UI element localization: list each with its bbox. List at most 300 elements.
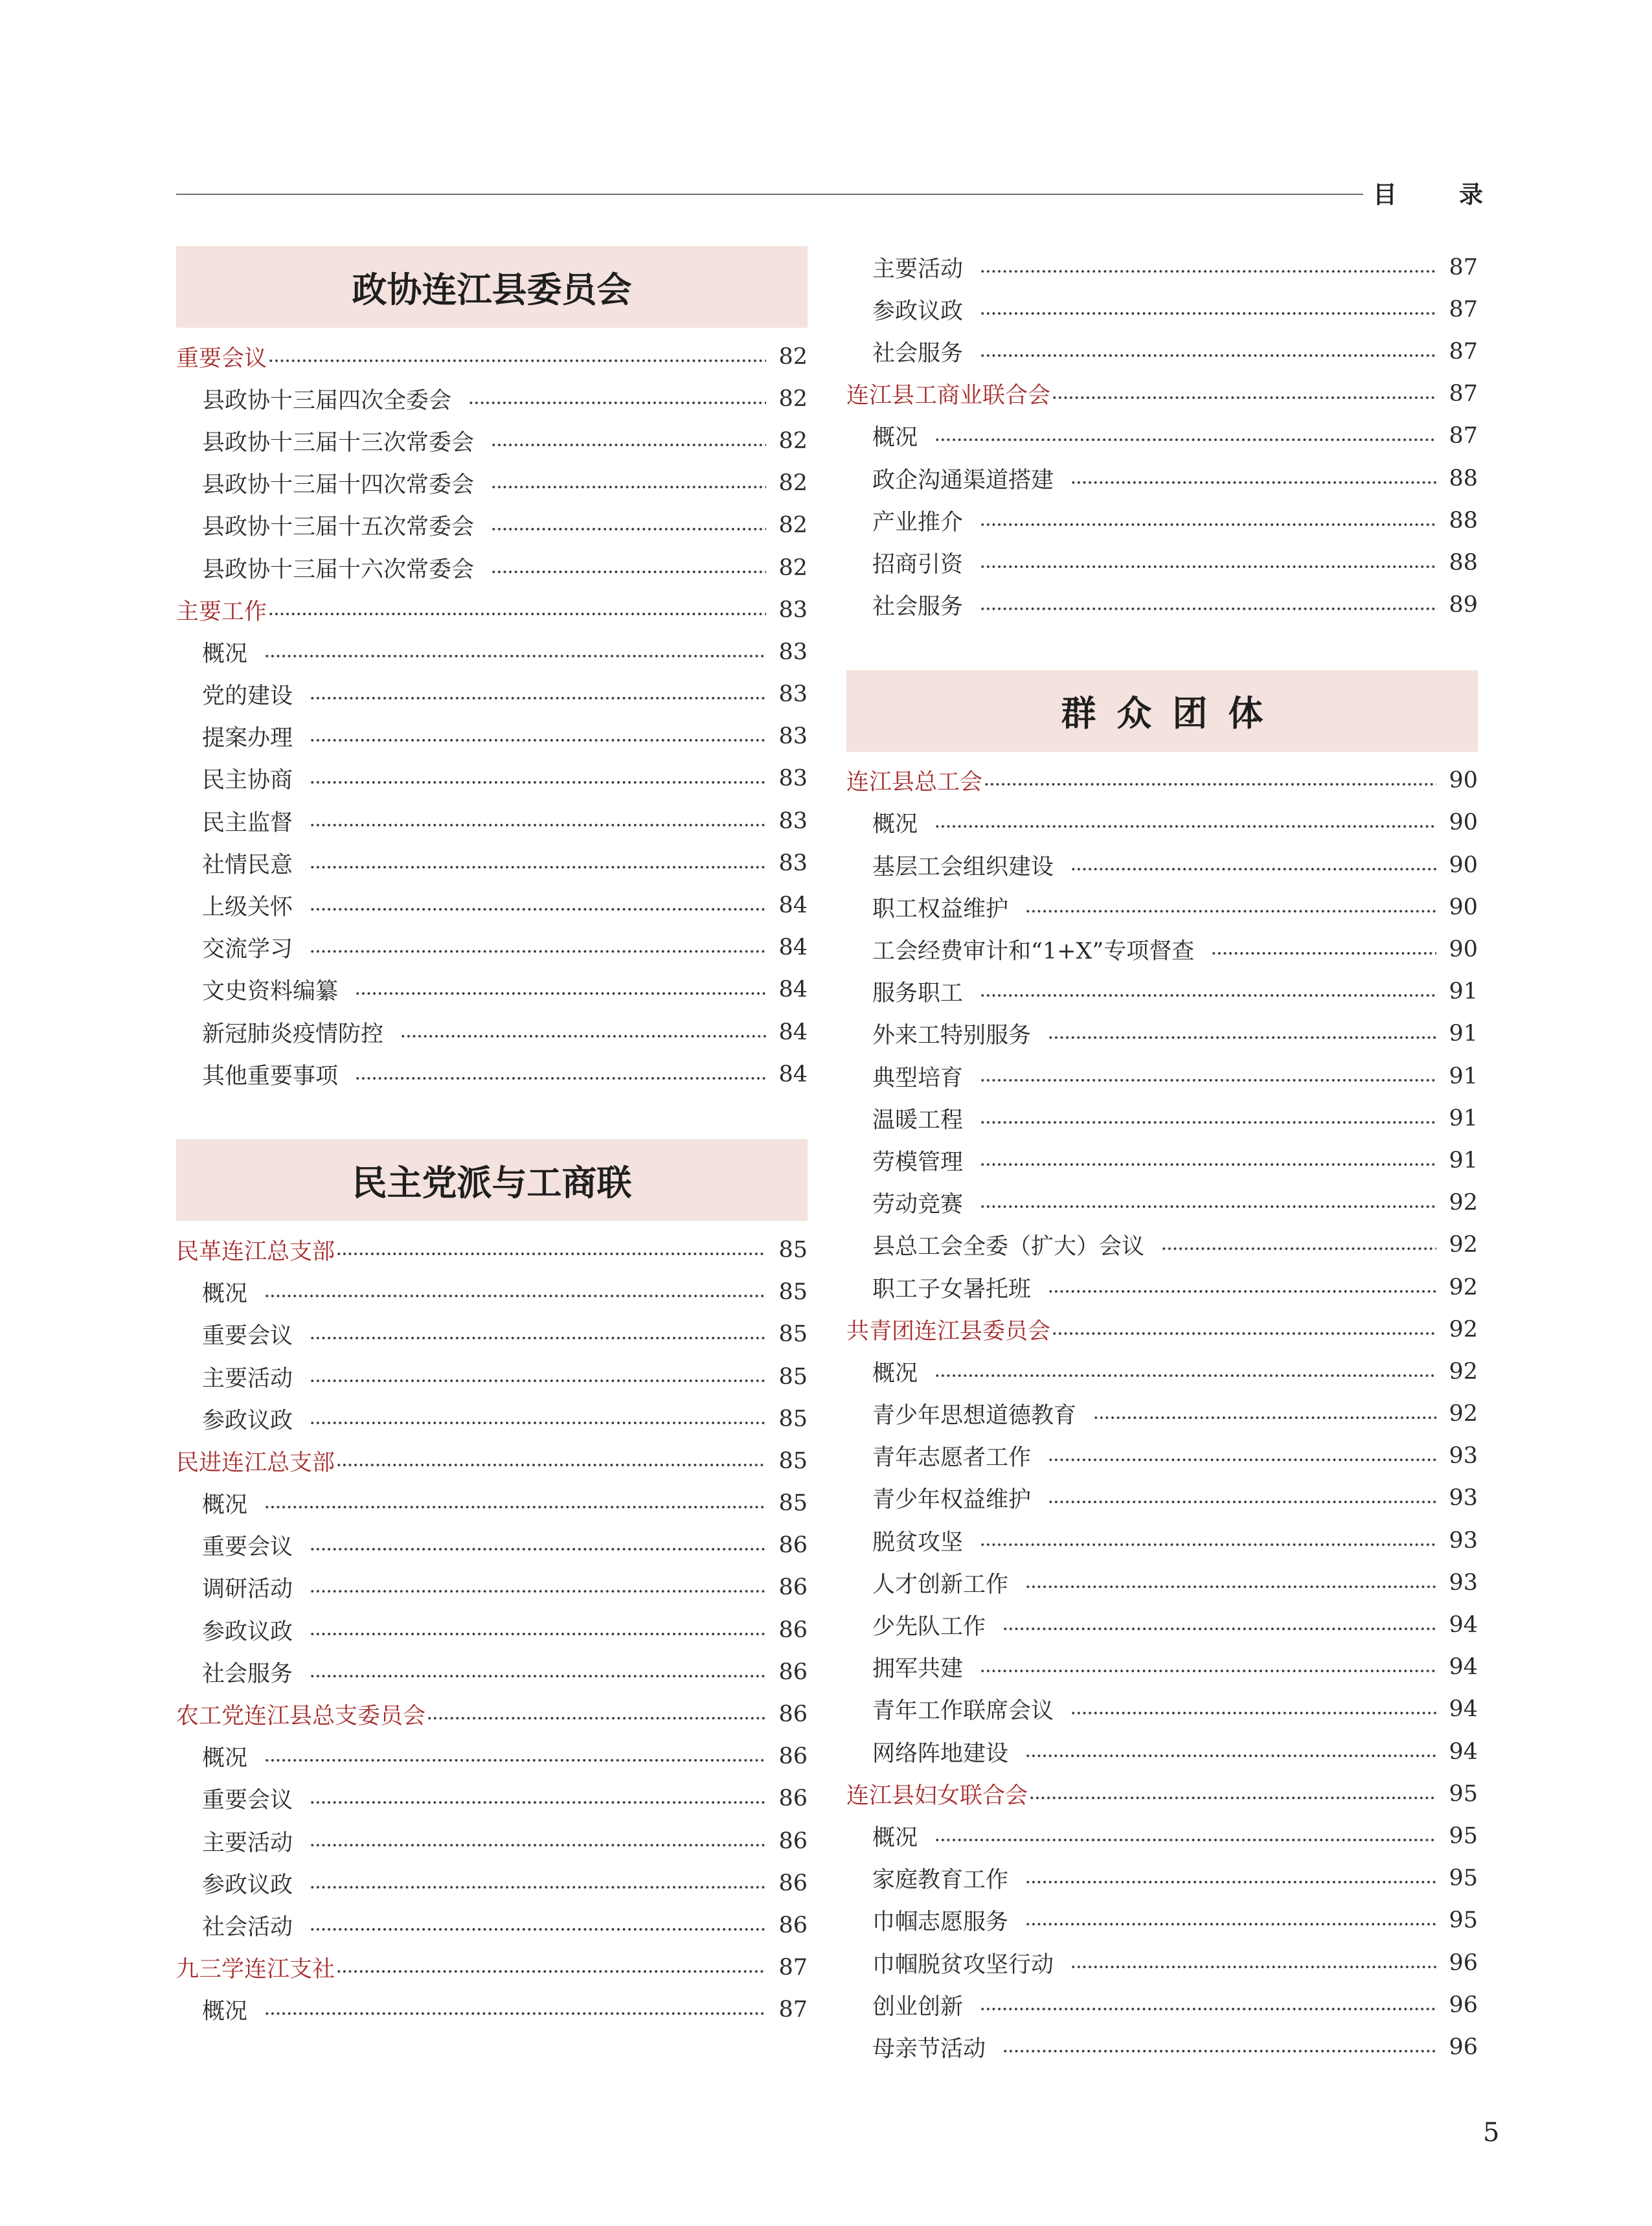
toc-page-number: 94 xyxy=(1449,1654,1478,1681)
dot-leader xyxy=(1025,1755,1436,1757)
toc-item-row[interactable] xyxy=(176,1567,808,1609)
toc-item-label: 社会服务 xyxy=(872,340,964,367)
toc-item-row[interactable] xyxy=(846,457,1478,499)
toc-section xyxy=(176,246,808,1095)
dot-leader xyxy=(427,1717,766,1720)
toc-item-row[interactable] xyxy=(846,415,1478,457)
dot-leader xyxy=(934,438,1436,441)
toc-item-row[interactable] xyxy=(846,802,1478,844)
toc-page-number: 82 xyxy=(778,343,808,370)
toc-category-row[interactable] xyxy=(846,760,1478,802)
dot-leader xyxy=(1070,1712,1436,1714)
toc-page-number: 85 xyxy=(778,1279,808,1306)
toc-page-number: 87 xyxy=(1449,296,1478,323)
toc-item-row[interactable] xyxy=(176,1053,808,1095)
toc-page-number: 84 xyxy=(778,1019,808,1045)
toc-item-row[interactable] xyxy=(176,1904,808,1946)
toc-category-label: 农工党连江县总支委员会 xyxy=(176,1703,426,1730)
dot-leader xyxy=(491,571,766,573)
dot-leader xyxy=(984,783,1436,786)
toc-page-number: 82 xyxy=(778,512,808,539)
toc-category-label: 民进连江总支部 xyxy=(176,1449,335,1476)
toc-item-row[interactable] xyxy=(846,886,1478,928)
toc-item-row[interactable] xyxy=(846,1688,1478,1731)
toc-item-row[interactable] xyxy=(846,1604,1478,1646)
toc-item-label: 工会经费审计和“1+X”专项督查 xyxy=(872,938,1195,965)
toc-item-label: 青年志愿者工作 xyxy=(872,1445,1032,1471)
toc-item-label: 巾帼志愿服务 xyxy=(872,1909,1009,1936)
toc-category-label: 民革连江总支部 xyxy=(176,1238,335,1265)
toc-page-number: 87 xyxy=(778,1997,808,2023)
dot-leader xyxy=(980,312,1436,315)
toc-item-label: 调研活动 xyxy=(202,1576,293,1603)
toc-item-row[interactable] xyxy=(176,927,808,969)
toc-category-row[interactable] xyxy=(846,373,1478,415)
toc-category-label: 主要工作 xyxy=(176,598,267,625)
toc-item-label: 参政议政 xyxy=(202,1872,293,1898)
toc-category-row[interactable] xyxy=(176,1229,808,1271)
toc-item-label: 概况 xyxy=(202,1745,248,1772)
toc-item-row[interactable] xyxy=(176,1989,808,2031)
toc-item-label: 县政协十三届十六次常委会 xyxy=(202,556,475,583)
dot-leader xyxy=(980,608,1436,610)
toc-item-label: 概况 xyxy=(872,1360,918,1387)
section-spacer xyxy=(176,1095,808,1139)
toc-item-row[interactable] xyxy=(176,1482,808,1525)
toc-item-label: 社会活动 xyxy=(202,1914,293,1940)
toc-item-row[interactable] xyxy=(176,800,808,842)
toc-item-label: 概况 xyxy=(202,1999,248,2025)
toc-category-row[interactable] xyxy=(846,1773,1478,1815)
header-rule xyxy=(176,194,1363,195)
toc-item-label: 县政协十三届四次全委会 xyxy=(202,387,452,414)
toc-item-row[interactable] xyxy=(846,1435,1478,1477)
toc-category-label: 连江县妇女联合会 xyxy=(846,1782,1028,1809)
toc-page-number: 92 xyxy=(1449,1358,1478,1385)
section-title: 政协连江县委员会 xyxy=(176,246,808,328)
dot-leader xyxy=(310,866,766,869)
dot-leader xyxy=(1052,1332,1436,1335)
toc-item-row[interactable] xyxy=(176,1778,808,1820)
toc-item-row[interactable] xyxy=(846,1477,1478,1519)
dot-leader xyxy=(264,1759,766,1762)
dot-leader xyxy=(980,565,1436,568)
toc-page-number: 86 xyxy=(778,1617,808,1643)
dot-leader xyxy=(310,739,766,742)
toc-page-number: 93 xyxy=(1449,1527,1478,1554)
toc-category-row[interactable] xyxy=(176,589,808,631)
dot-leader xyxy=(1025,910,1436,913)
toc-page-number: 93 xyxy=(1449,1443,1478,1470)
dot-leader xyxy=(1025,1585,1436,1588)
section-title: 群众团体 xyxy=(846,670,1478,752)
toc-section xyxy=(176,1095,808,2031)
toc-page-number: 95 xyxy=(1449,1823,1478,1849)
toc-section xyxy=(846,246,1478,626)
toc-item-row[interactable] xyxy=(176,420,808,462)
toc-page-number: 86 xyxy=(778,1912,808,1938)
toc-item-row[interactable] xyxy=(846,330,1478,372)
toc-item-row[interactable] xyxy=(176,674,808,716)
dot-leader xyxy=(934,1374,1436,1377)
dot-leader xyxy=(1002,1628,1436,1630)
toc-item-row[interactable] xyxy=(176,1609,808,1651)
toc-page-number: 83 xyxy=(778,766,808,792)
toc-item-label: 少先队工作 xyxy=(872,1614,986,1641)
toc-item-label: 主要活动 xyxy=(872,256,964,282)
toc-item-row[interactable] xyxy=(846,1097,1478,1139)
toc-section xyxy=(846,626,1478,2069)
dot-leader xyxy=(1161,1247,1436,1250)
toc-item-row[interactable] xyxy=(176,969,808,1011)
toc-page-number: 92 xyxy=(1449,1232,1478,1258)
toc-item-label: 民主协商 xyxy=(202,767,293,794)
toc-page-number: 84 xyxy=(778,892,808,919)
toc-page-number: 93 xyxy=(1449,1485,1478,1512)
dot-leader xyxy=(1048,1501,1436,1503)
toc-item-label: 文史资料编纂 xyxy=(202,979,339,1005)
toc-item-label: 家庭教育工作 xyxy=(872,1867,1009,1894)
toc-item-row[interactable] xyxy=(176,1736,808,1778)
dot-leader xyxy=(310,1548,766,1550)
toc-item-label: 职工子女暑托班 xyxy=(872,1276,1032,1302)
toc-item-row[interactable] xyxy=(846,1646,1478,1688)
toc-item-label: 重要会议 xyxy=(202,1534,293,1561)
toc-page-number: 88 xyxy=(1449,507,1478,534)
section-spacer xyxy=(846,626,1478,670)
toc-item-row[interactable] xyxy=(176,842,808,884)
dot-leader xyxy=(310,1844,766,1846)
toc-page-number: 85 xyxy=(778,1405,808,1432)
dot-leader xyxy=(310,1801,766,1804)
toc-item-label: 网络阵地建设 xyxy=(872,1740,1009,1767)
toc-item-label: 县政协十三届十四次常委会 xyxy=(202,472,475,499)
toc-page-number: 92 xyxy=(1449,1274,1478,1300)
toc-category-row[interactable] xyxy=(176,1947,808,1989)
toc-page-number: 90 xyxy=(1449,937,1478,963)
dot-leader xyxy=(491,486,766,488)
dot-leader xyxy=(468,402,766,404)
toc-item-row[interactable] xyxy=(846,1519,1478,1562)
toc-category-label: 连江县总工会 xyxy=(846,769,983,796)
toc-item-label: 新冠肺炎疫情防控 xyxy=(202,1021,384,1047)
toc-item-row[interactable] xyxy=(846,971,1478,1013)
toc-page-number: 83 xyxy=(778,639,808,665)
toc-item-label: 外来工特别服务 xyxy=(872,1023,1032,1049)
toc-item-row[interactable] xyxy=(846,1350,1478,1392)
dot-leader xyxy=(934,1839,1436,1841)
dot-leader xyxy=(268,613,766,615)
toc-item-label: 巾帼脱贫攻坚行动 xyxy=(872,1951,1054,1978)
toc-page-number: 94 xyxy=(1449,1612,1478,1639)
dot-leader xyxy=(980,354,1436,357)
toc-item-row[interactable] xyxy=(176,505,808,547)
dot-leader xyxy=(400,1035,766,1038)
dot-leader xyxy=(310,697,766,699)
toc-item-label: 参政议政 xyxy=(202,1618,293,1645)
toc-item-label: 县总工会全委（扩大）会议 xyxy=(872,1234,1145,1260)
toc-page-number: 84 xyxy=(778,935,808,961)
toc-item-row[interactable] xyxy=(846,1393,1478,1435)
toc-item-label: 概况 xyxy=(202,1492,248,1519)
toc-page-number: 89 xyxy=(1449,592,1478,619)
toc-item-label: 其他重要事项 xyxy=(202,1063,339,1089)
toc-item-label: 职工权益维护 xyxy=(872,896,1009,922)
toc-page-number: 92 xyxy=(1449,1316,1478,1343)
toc-item-row[interactable] xyxy=(846,1224,1478,1266)
toc-category-label: 共青团连江县委员会 xyxy=(846,1318,1051,1345)
toc-item-label: 基层工会组织建设 xyxy=(872,854,1054,880)
toc-left-column xyxy=(176,246,808,2031)
toc-item-label: 典型培育 xyxy=(872,1065,964,1091)
dot-leader xyxy=(336,1253,766,1255)
toc-page-number: 90 xyxy=(1449,852,1478,878)
dot-leader xyxy=(980,1543,1436,1546)
toc-item-label: 母亲节活动 xyxy=(872,2036,986,2062)
dot-leader xyxy=(980,1163,1436,1166)
dot-leader xyxy=(1002,2050,1436,2052)
toc-page-number: 87 xyxy=(1449,423,1478,449)
dot-leader xyxy=(934,825,1436,828)
toc-page-number: 82 xyxy=(778,427,808,454)
toc-page-number: 87 xyxy=(778,1955,808,1981)
dot-leader xyxy=(1070,481,1436,484)
toc-page-number: 90 xyxy=(1449,810,1478,836)
toc-page-number: 85 xyxy=(778,1236,808,1263)
toc-page-number: 94 xyxy=(1449,1738,1478,1765)
toc-item-label: 县政协十三届十三次常委会 xyxy=(202,429,475,456)
toc-item-row[interactable] xyxy=(846,1182,1478,1224)
toc-item-label: 社会服务 xyxy=(202,1661,293,1687)
dot-leader xyxy=(980,270,1436,273)
toc-page-number: 87 xyxy=(1449,254,1478,280)
toc-category-row[interactable] xyxy=(176,1693,808,1735)
dot-leader xyxy=(1025,1881,1436,1883)
toc-item-row[interactable] xyxy=(176,1862,808,1904)
toc-page-number: 86 xyxy=(778,1743,808,1770)
toc-item-label: 服务职工 xyxy=(872,981,964,1007)
toc-page-number: 85 xyxy=(778,1321,808,1348)
toc-category-row[interactable] xyxy=(176,335,808,378)
toc-item-label: 创业创新 xyxy=(872,1993,964,2020)
toc-page-number: 85 xyxy=(778,1363,808,1390)
toc-page-number: 93 xyxy=(1449,1569,1478,1596)
toc-item-row[interactable] xyxy=(176,462,808,505)
toc-item-label: 概况 xyxy=(872,812,918,838)
page-number: 5 xyxy=(1483,2118,1500,2148)
toc-item-label: 产业推介 xyxy=(872,509,964,536)
toc-page-number: 95 xyxy=(1449,1780,1478,1807)
toc-item-row[interactable] xyxy=(176,1356,808,1398)
dot-leader xyxy=(1070,868,1436,870)
toc-item-label: 参政议政 xyxy=(872,298,964,324)
toc-page-number: 92 xyxy=(1449,1190,1478,1216)
toc-page-number: 86 xyxy=(778,1532,808,1559)
dot-leader xyxy=(1211,952,1436,955)
toc-item-label: 招商引资 xyxy=(872,551,964,578)
toc-page-number: 83 xyxy=(778,850,808,876)
toc-item-label: 主要活动 xyxy=(202,1830,293,1856)
toc-page-number: 96 xyxy=(1449,1949,1478,1976)
toc-item-label: 政企沟通渠道搭建 xyxy=(872,467,1054,494)
toc-page-number: 92 xyxy=(1449,1401,1478,1427)
dot-leader xyxy=(264,1295,766,1297)
toc-page-number: 82 xyxy=(778,385,808,412)
dot-leader xyxy=(310,1422,766,1424)
toc-page-number: 95 xyxy=(1449,1865,1478,1892)
dot-leader xyxy=(491,444,766,446)
toc-item-row[interactable] xyxy=(846,1815,1478,1857)
dot-leader xyxy=(310,1886,766,1889)
toc-page-number: 96 xyxy=(1449,2034,1478,2060)
header-title-char: 目 xyxy=(1373,180,1397,209)
toc-page-number: 95 xyxy=(1449,1907,1478,1934)
toc-item-row[interactable] xyxy=(846,1562,1478,1604)
toc-item-label: 上级关怀 xyxy=(202,894,293,921)
toc-item-row[interactable] xyxy=(846,246,1478,288)
dot-leader xyxy=(1070,1966,1436,1968)
section-title: 民主党派与工商联 xyxy=(176,1139,808,1221)
toc-item-row[interactable] xyxy=(846,928,1478,970)
toc-item-label: 县政协十三届十五次常委会 xyxy=(202,514,475,541)
toc-item-row[interactable] xyxy=(176,378,808,420)
toc-item-row[interactable] xyxy=(846,584,1478,626)
dot-leader xyxy=(1048,1290,1436,1293)
toc-item-label: 概况 xyxy=(202,1281,248,1308)
toc-item-row[interactable] xyxy=(176,547,808,589)
toc-page-number: 86 xyxy=(778,1574,808,1601)
toc-item-row[interactable] xyxy=(176,716,808,758)
toc-page-number: 83 xyxy=(778,681,808,708)
toc-item-row[interactable] xyxy=(846,1900,1478,1942)
dot-leader xyxy=(310,781,766,784)
toc-item-label: 人才创新工作 xyxy=(872,1571,1009,1598)
dot-leader xyxy=(310,1928,766,1931)
toc-page-number: 86 xyxy=(778,1870,808,1896)
toc-item-row[interactable] xyxy=(176,758,808,800)
toc-page-number: 82 xyxy=(778,554,808,581)
toc-item-label: 青少年权益维护 xyxy=(872,1487,1032,1514)
toc-page-number: 94 xyxy=(1449,1696,1478,1723)
dot-leader xyxy=(980,523,1436,526)
toc-item-row[interactable] xyxy=(846,1857,1478,1900)
toc-page-number: 86 xyxy=(778,1701,808,1728)
dot-leader xyxy=(310,1633,766,1635)
toc-category-label: 重要会议 xyxy=(176,345,267,372)
toc-item-label: 民主监督 xyxy=(202,810,293,836)
toc-page-number: 88 xyxy=(1449,465,1478,492)
dot-leader xyxy=(980,1205,1436,1208)
toc-item-label: 社会服务 xyxy=(872,594,964,620)
toc-item-row[interactable] xyxy=(176,1011,808,1053)
toc-item-row[interactable] xyxy=(846,288,1478,330)
dot-leader xyxy=(1048,1459,1436,1461)
header-title-char: 录 xyxy=(1459,180,1483,209)
toc-category-row[interactable] xyxy=(846,1308,1478,1350)
toc-item-row[interactable] xyxy=(846,1731,1478,1773)
toc-page-number: 91 xyxy=(1449,1021,1478,1047)
toc-item-label: 提案办理 xyxy=(202,725,293,752)
dot-leader xyxy=(310,1675,766,1677)
dot-leader xyxy=(980,1079,1436,1082)
dot-leader xyxy=(310,1590,766,1593)
toc-item-row[interactable] xyxy=(846,1984,1478,2026)
dot-leader xyxy=(355,1077,766,1080)
toc-page-number: 86 xyxy=(778,1659,808,1685)
toc-page-number: 83 xyxy=(778,808,808,834)
dot-leader xyxy=(310,908,766,911)
toc-category-label: 连江县工商业联合会 xyxy=(846,383,1051,409)
toc-item-label: 交流学习 xyxy=(202,937,293,963)
dot-leader xyxy=(336,1970,766,1973)
dot-leader xyxy=(310,1380,766,1382)
toc-page-number: 91 xyxy=(1449,979,1478,1005)
toc-item-row[interactable] xyxy=(846,1139,1478,1181)
toc-item-label: 参政议政 xyxy=(202,1407,293,1434)
toc-category-row[interactable] xyxy=(176,1440,808,1482)
toc-item-row[interactable] xyxy=(846,541,1478,584)
toc-item-row[interactable] xyxy=(176,1271,808,1313)
dot-leader xyxy=(980,994,1436,997)
toc-item-label: 青年工作联席会议 xyxy=(872,1698,1054,1725)
dot-leader xyxy=(1025,1923,1436,1925)
toc-item-label: 劳动竞赛 xyxy=(872,1192,964,1218)
toc-item-label: 劳模管理 xyxy=(872,1149,964,1175)
toc-item-row[interactable] xyxy=(846,1266,1478,1308)
toc-page-number: 96 xyxy=(1449,1992,1478,2018)
toc-item-row[interactable] xyxy=(176,1651,808,1693)
toc-item-label: 拥军共建 xyxy=(872,1656,964,1683)
toc-right-column xyxy=(846,246,1478,2069)
toc-item-row[interactable] xyxy=(846,1942,1478,1984)
toc-item-row[interactable] xyxy=(176,1525,808,1567)
toc-page-number: 86 xyxy=(778,1828,808,1854)
toc-item-label: 社情民意 xyxy=(202,852,293,878)
toc-page-number: 91 xyxy=(1449,1147,1478,1174)
toc-item-label: 党的建设 xyxy=(202,683,293,710)
dot-leader xyxy=(310,1337,766,1339)
dot-leader xyxy=(264,655,766,657)
toc-item-label: 重要会议 xyxy=(202,1323,293,1350)
toc-item-row[interactable] xyxy=(176,1313,808,1356)
header-title xyxy=(1373,175,1483,210)
toc-item-row[interactable] xyxy=(176,1820,808,1862)
toc-item-row[interactable] xyxy=(176,1398,808,1440)
toc-page-number: 91 xyxy=(1449,1105,1478,1131)
dot-leader xyxy=(980,1121,1436,1124)
toc-item-label: 概况 xyxy=(202,641,248,667)
dot-leader xyxy=(268,359,766,362)
toc-page-number: 83 xyxy=(778,723,808,750)
toc-item-row[interactable] xyxy=(846,1055,1478,1097)
toc-item-row[interactable] xyxy=(176,631,808,673)
toc-page-number: 84 xyxy=(778,977,808,1003)
toc-item-label: 重要会议 xyxy=(202,1788,293,1814)
toc-page-number: 83 xyxy=(778,596,808,623)
toc-item-row[interactable] xyxy=(176,884,808,926)
dot-leader xyxy=(980,1670,1436,1672)
dot-leader xyxy=(336,1464,766,1466)
toc-item-row[interactable] xyxy=(846,1013,1478,1055)
toc-page-number: 90 xyxy=(1449,894,1478,920)
toc-item-row[interactable] xyxy=(846,499,1478,541)
toc-item-row[interactable] xyxy=(846,844,1478,886)
dot-leader xyxy=(1029,1797,1436,1799)
dot-leader xyxy=(355,992,766,995)
toc-page-number: 85 xyxy=(778,1490,808,1517)
toc-item-label: 主要活动 xyxy=(202,1365,293,1392)
toc-item-row[interactable] xyxy=(846,2026,1478,2068)
